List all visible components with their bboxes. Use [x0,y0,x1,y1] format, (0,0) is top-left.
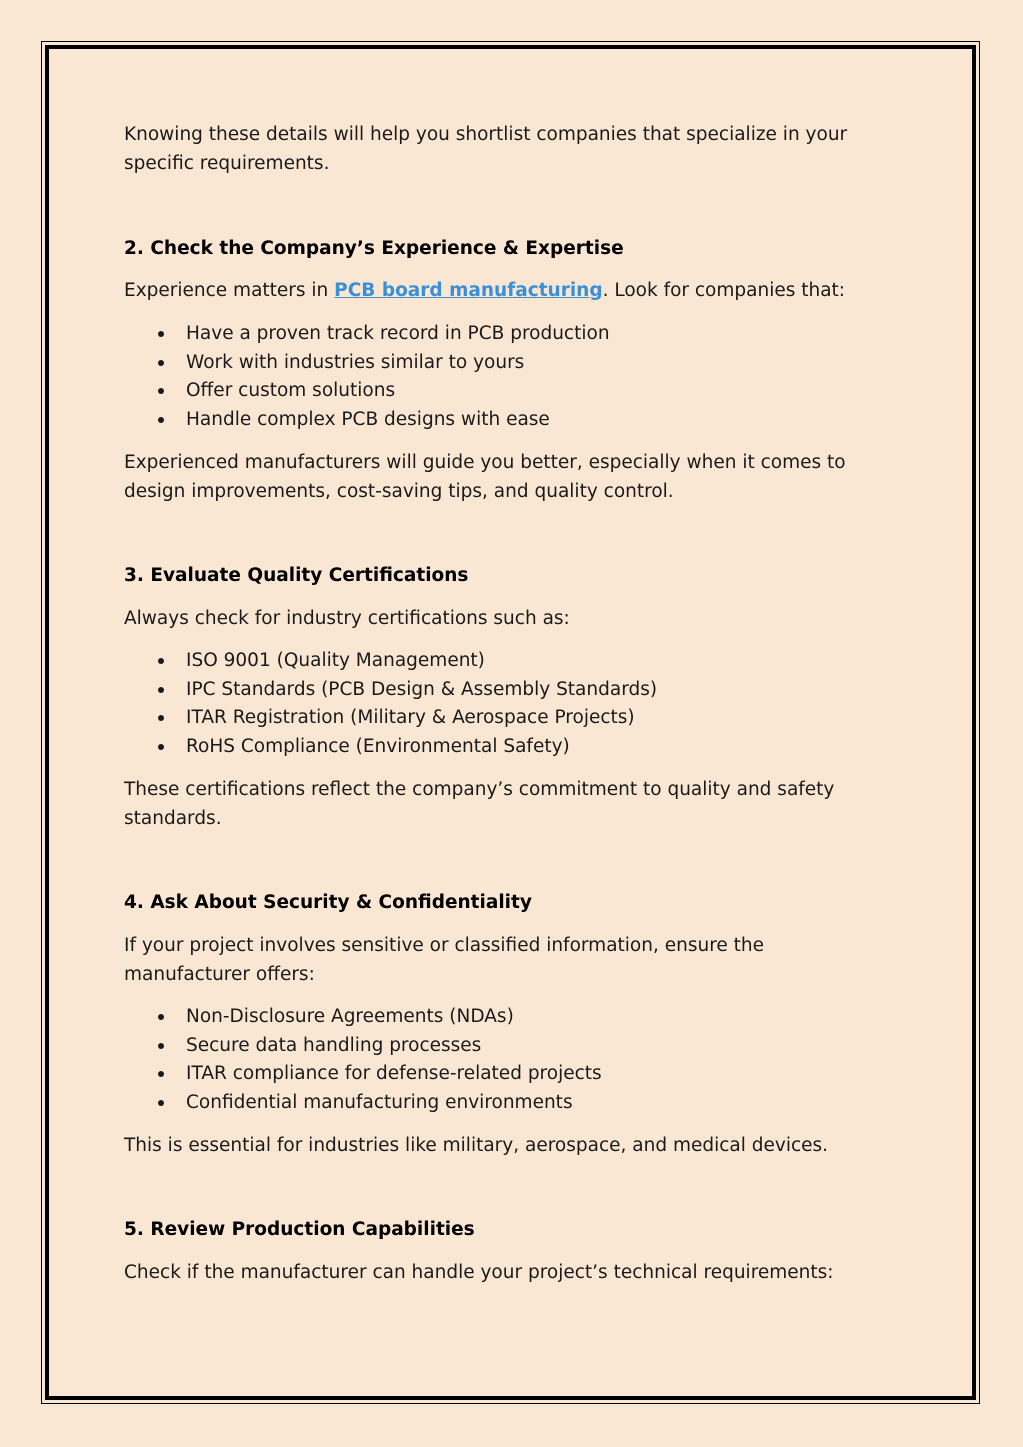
list-item: ITAR Registration (Military & Aerospace Projects) [124,704,894,733]
list-item: Confidential manufacturing environments [124,1089,894,1118]
list-item: ISO 9001 (Quality Management) [124,647,894,676]
section-heading-security: 4. Ask About Security & Confidentiality [124,892,532,913]
lead-text-before: Experience matters in [124,280,335,301]
section-heading-experience: 2. Check the Company’s Experience & Expertise [124,238,624,259]
experience-bullet-list [124,320,894,435]
list-item: Have a proven track record in PCB production [124,320,894,349]
list-item: Offer custom solutions [124,377,894,406]
section-heading-certifications: 3. Evaluate Quality Certifications [124,565,469,586]
section-lead-security: If your project involves sensitive or classified information, ensure the manufacturer offers: [124,935,765,985]
section-lead-production: Check if the manufacturer can handle your project’s technical requirements: [124,1262,834,1283]
lead-text-after: . Look for companies that: [602,280,846,301]
security-bullet-list [124,1003,894,1118]
pcb-board-manufacturing-link[interactable]: PCB board manufacturing [334,280,603,301]
list-item: Work with industries similar to yours [124,349,894,378]
intro-paragraph: Knowing these details will help you shortlist companies that specialize in your specific requirements. [124,124,848,174]
list-item: RoHS Compliance (Environmental Safety) [124,733,894,762]
list-item: Secure data handling processes [124,1032,894,1061]
list-item: Handle complex PCB designs with ease [124,406,894,435]
section-closing-experience: Experienced manufacturers will guide you better, especially when it comes to design improvements, cost-saving tips, and quality control. [124,452,846,502]
list-item: Non-Disclosure Agreements (NDAs) [124,1003,894,1032]
list-item: IPC Standards (PCB Design & Assembly Standards) [124,676,894,705]
section-closing-security: This is essential for industries like military, aerospace, and medical devices. [124,1135,829,1156]
section-closing-certifications: These certifications reflect the company’s commitment to quality and safety standards. [124,779,835,829]
section-lead-certifications: Always check for industry certifications such as: [124,608,570,629]
list-item: ITAR compliance for defense-related projects [124,1060,894,1089]
certifications-bullet-list [124,647,894,762]
section-heading-production: 5. Review Production Capabilities [124,1219,475,1240]
section-lead-experience [124,277,894,306]
